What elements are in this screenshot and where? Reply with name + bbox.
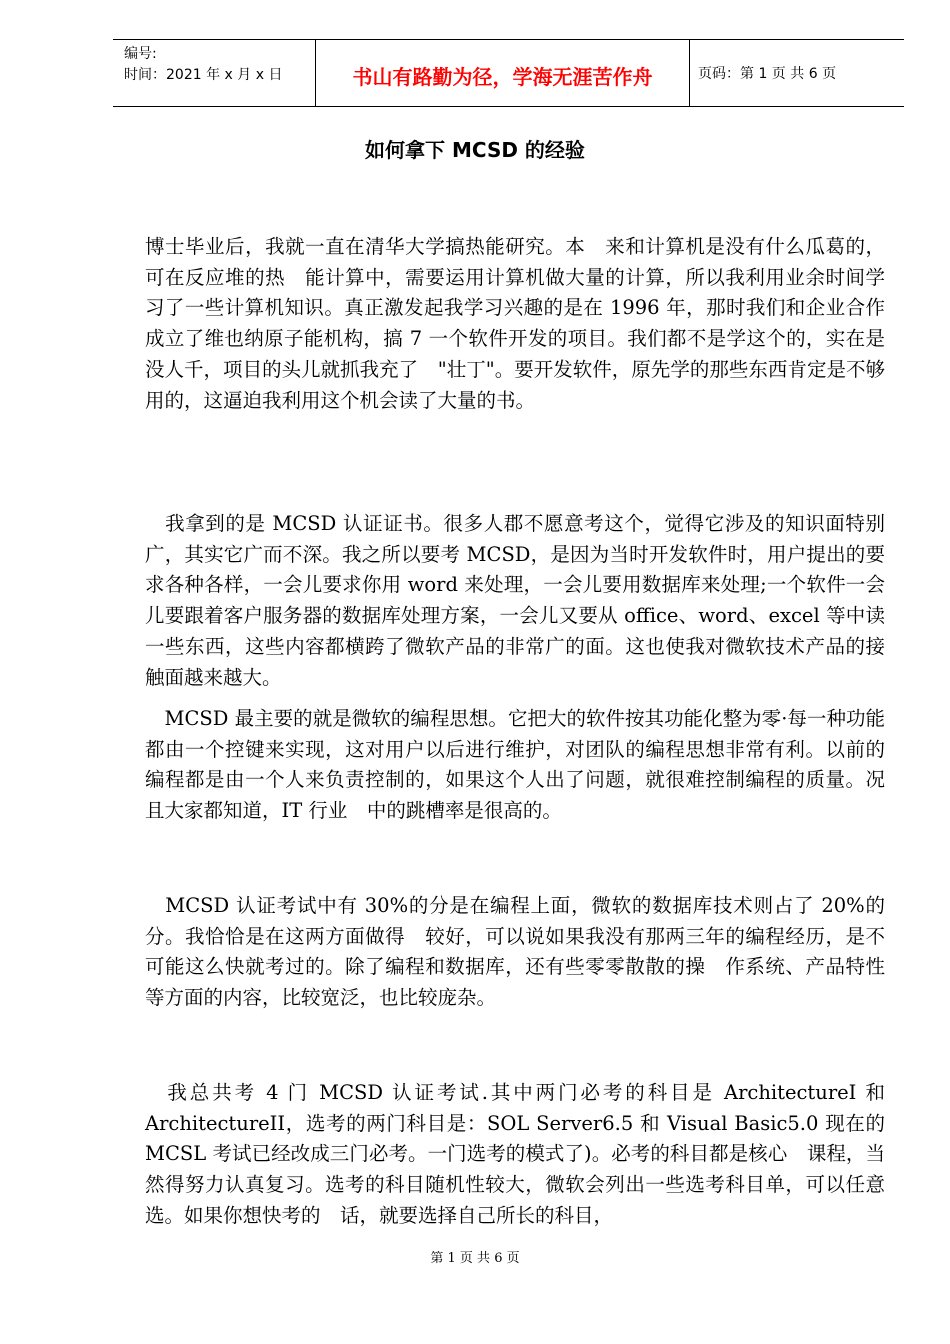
header-page-info: 页码：第 1 页 共 6 页 [698,66,837,82]
header-meta-cell [113,40,316,106]
paragraph-4: MCSD 认证考试中有 30%的分是在编程上面，微软的数据库技术则占了 20%的分。我恰恰是在这两方面做得 较好，可以说如果我没有那两三年的编程经历，是不可能这么快就考过的。除了编程和数据库，还有些零零散散的操 作系统、产品特性等方面的内容，比较宽泛，也比较庞杂。 [145,894,885,1010]
paragraph-5: 我总共考 4 门 MCSD 认证考试.其中两门必考的科目是 ArchitectureI 和 ArchitectureII，选考的两门科目是：SOL Server6.5 和 Visual Basic5.0 现在的 MCSL 考试已经改成三门必考。一门选考的模式了)。必考的科目都是核心 课程，当然得努力认真复习。选考的科目随机性较大，微软会列出一些选考科目单，可以任意选。如果你想快考的 话，就要选择自己所长的科目， [145,1081,885,1227]
paragraph-1: 博士毕业后，我就一直在清华大学搞热能研究。本 来和计算机是没有什么瓜葛的，可在反应堆的热 能计算中，需要运用计算机做大量的计算，所以我利用业余时间学习了一些计算机知识。真正激发起我学习兴趣的是在 1996 年，那时我们和企业合作成立了维也纳原子能机构，搞 7 一个软件开发的项目。我们都不是学这个的，实在是没人千，项目的头儿就抓我充了 "壮丁"。要开发软件，原先学的那些东西肯定是不够用的，这逼迫我利用这个机会读了大量的书。 [145,235,885,412]
paragraph-2: 我拿到的是 MCSD 认证证书。很多人郡不愿意考这个，觉得它涉及的知识面特别广，其实它广而不深。我之所以要考 MCSD，是因为当时开发软件时，用户提出的要求各种各样，一会儿要求你用 word 来处理，一会儿要用数据库来处理;一个软件一会儿要跟着客户服务器的数据库处理方案，一会儿又要从 office、word、excel 等中读一些东西，这些内容都横跨了微软产品的非常广的面。这也使我对微软技术产品的接触面越来越大。 [145,512,885,689]
document-title: 如何拿下 MCSD 的经验 [365,138,585,162]
page-footer: 第 1 页 共 6 页 [430,1251,520,1266]
header-table [113,39,904,107]
serial-label: 编号: [124,46,157,62]
paragraph-3: MCSD 最主要的就是微软的编程思想。它把大的软件按其功能化整为零·每一种功能都由一个控键来实现，这对用户以后进行维护，对团队的编程思想非常有利。以前的编程都是由一个人来负责控制的，如果这个人出了问题，就很难控制编程的质量。况且大家都知道，IT 行业 中的跳槽率是很高的。 [145,707,885,823]
date-label: 时间：2021 年 x 月 x 日 [124,67,283,83]
header-motto: 书山有路勤为径，学海无涯苦作舟 [316,40,690,106]
